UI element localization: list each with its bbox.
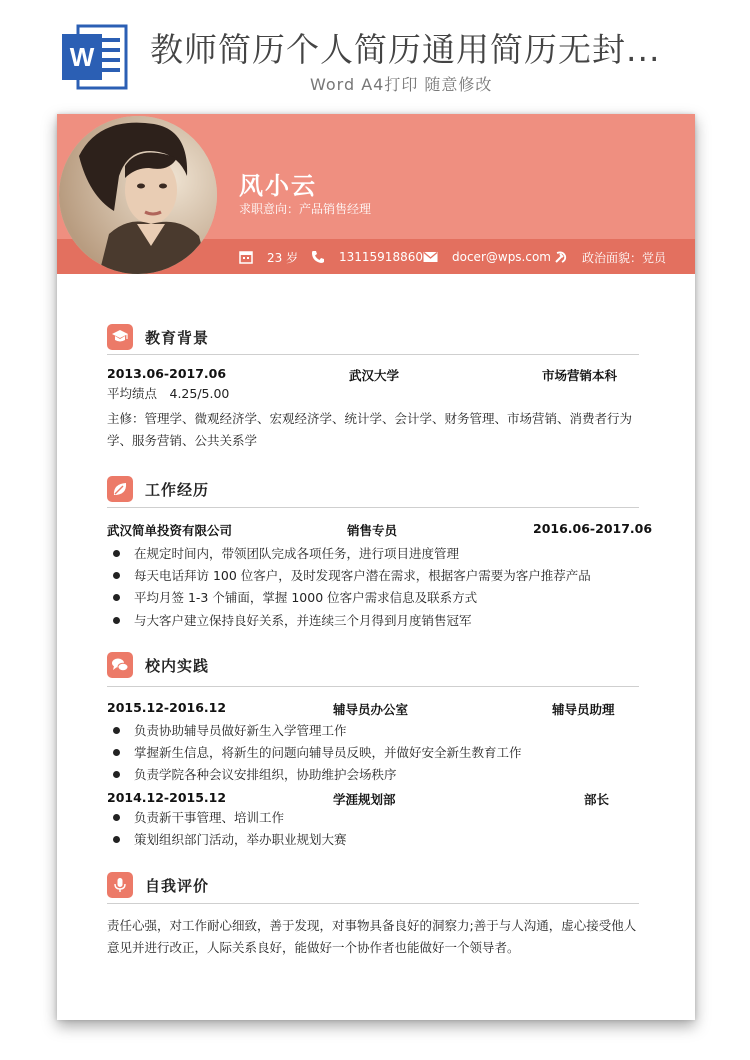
list-item: 负责新干事管理、培训工作 (107, 808, 284, 826)
chat-bubbles-icon (107, 652, 133, 678)
list-item: 负责学院各种会议安排组织，协助维护会场秩序 (107, 765, 397, 783)
section-self-eval (107, 872, 209, 898)
campus-period-1: 2015.12-2016.12 (107, 700, 227, 715)
list-item: 平均月签 1-3 个铺面，掌握 1000 位客户需求信息及联系方式 (107, 588, 477, 606)
candidate-name: 风小云 (239, 172, 317, 200)
list-item: 掌握新生信息，将新生的问题向辅导员反映，并做好安全新生教育工作 (107, 743, 522, 761)
campus-role-2: 部长 (584, 792, 610, 807)
section-title-education: 教育背景 (145, 328, 210, 347)
divider (107, 354, 639, 355)
self-eval-text: 责任心强，对工作耐心细致，善于发现，对事物具备良好的洞察力;善于与人沟通，虚心接受他人意见并进行改正，人际关系良好，能做好一个协作者也能做好一个领导者。 (107, 918, 637, 955)
list-item: 策划组织部门活动，举办职业规划大赛 (107, 830, 347, 848)
divider (107, 903, 639, 904)
phone-icon (311, 250, 325, 264)
avatar (59, 116, 217, 274)
email-info (423, 249, 551, 265)
list-item: 负责协助辅导员做好新生入学管理工作 (107, 721, 347, 739)
section-title-self-eval: 自我评价 (145, 876, 210, 895)
resume-page (57, 114, 695, 1020)
phone-value: 13115918860 (339, 250, 423, 264)
politics-value: 政治面貌：党员 (582, 250, 667, 265)
avatar-photo (59, 116, 217, 274)
age-info (239, 249, 298, 265)
graduation-cap-icon (107, 324, 133, 350)
list-item: 每天电话拜访 100 位客户，及时发现客户潜在需求，根据客户需要为客户推荐产品 (107, 566, 591, 584)
campus-org-1: 辅导员办公室 (333, 702, 409, 717)
age-value: 23 岁 (267, 250, 299, 265)
work-position: 销售专员 (347, 523, 398, 538)
politics-info (554, 249, 666, 265)
word-document-icon (60, 22, 130, 92)
top-banner (0, 0, 750, 108)
party-emblem-icon (554, 250, 568, 264)
section-title-work: 工作经历 (145, 480, 210, 499)
work-period: 2016.06-2017.06 (533, 521, 653, 536)
campus-org-2: 学涯规划部 (333, 792, 396, 807)
document-subtitle: Word A4打印 随意修改 (310, 75, 493, 94)
section-work (107, 476, 209, 502)
section-campus (107, 652, 209, 678)
list-item: 与大客户建立保持良好关系，并连续三个月得到月度销售冠军 (107, 611, 472, 629)
campus-period-2: 2014.12-2015.12 (107, 790, 227, 805)
email-value: docer@wps.com (452, 250, 551, 264)
edu-gpa: 平均绩点 4.25/5.00 (107, 386, 230, 401)
calendar-icon (239, 250, 253, 264)
job-intent: 求职意向：产品销售经理 (239, 202, 372, 216)
divider (107, 507, 639, 508)
edu-school: 武汉大学 (349, 368, 400, 383)
section-title-campus: 校内实践 (145, 656, 210, 675)
leaf-icon (107, 476, 133, 502)
word-logo-letter: W (69, 42, 95, 72)
phone-info (311, 249, 423, 265)
edu-courses: 主修：管理学、微观经济学、宏观经济学、统计学、会计学、财务管理、市场营销、消费者行为学、服务营销、公共关系学 (107, 411, 633, 448)
work-company: 武汉简单投资有限公司 (107, 523, 233, 538)
microphone-icon (107, 872, 133, 898)
list-item: 在规定时间内，带领团队完成各项任务，进行项目进度管理 (107, 544, 459, 562)
mail-icon (423, 251, 438, 263)
document-title: 教师简历个人简历通用简历无封... (150, 30, 661, 69)
divider (107, 686, 639, 687)
campus-role-1: 辅导员助理 (552, 702, 615, 717)
section-education (107, 324, 209, 350)
edu-degree: 市场营销本科 (542, 368, 618, 383)
edu-period: 2013.06-2017.06 (107, 366, 227, 381)
